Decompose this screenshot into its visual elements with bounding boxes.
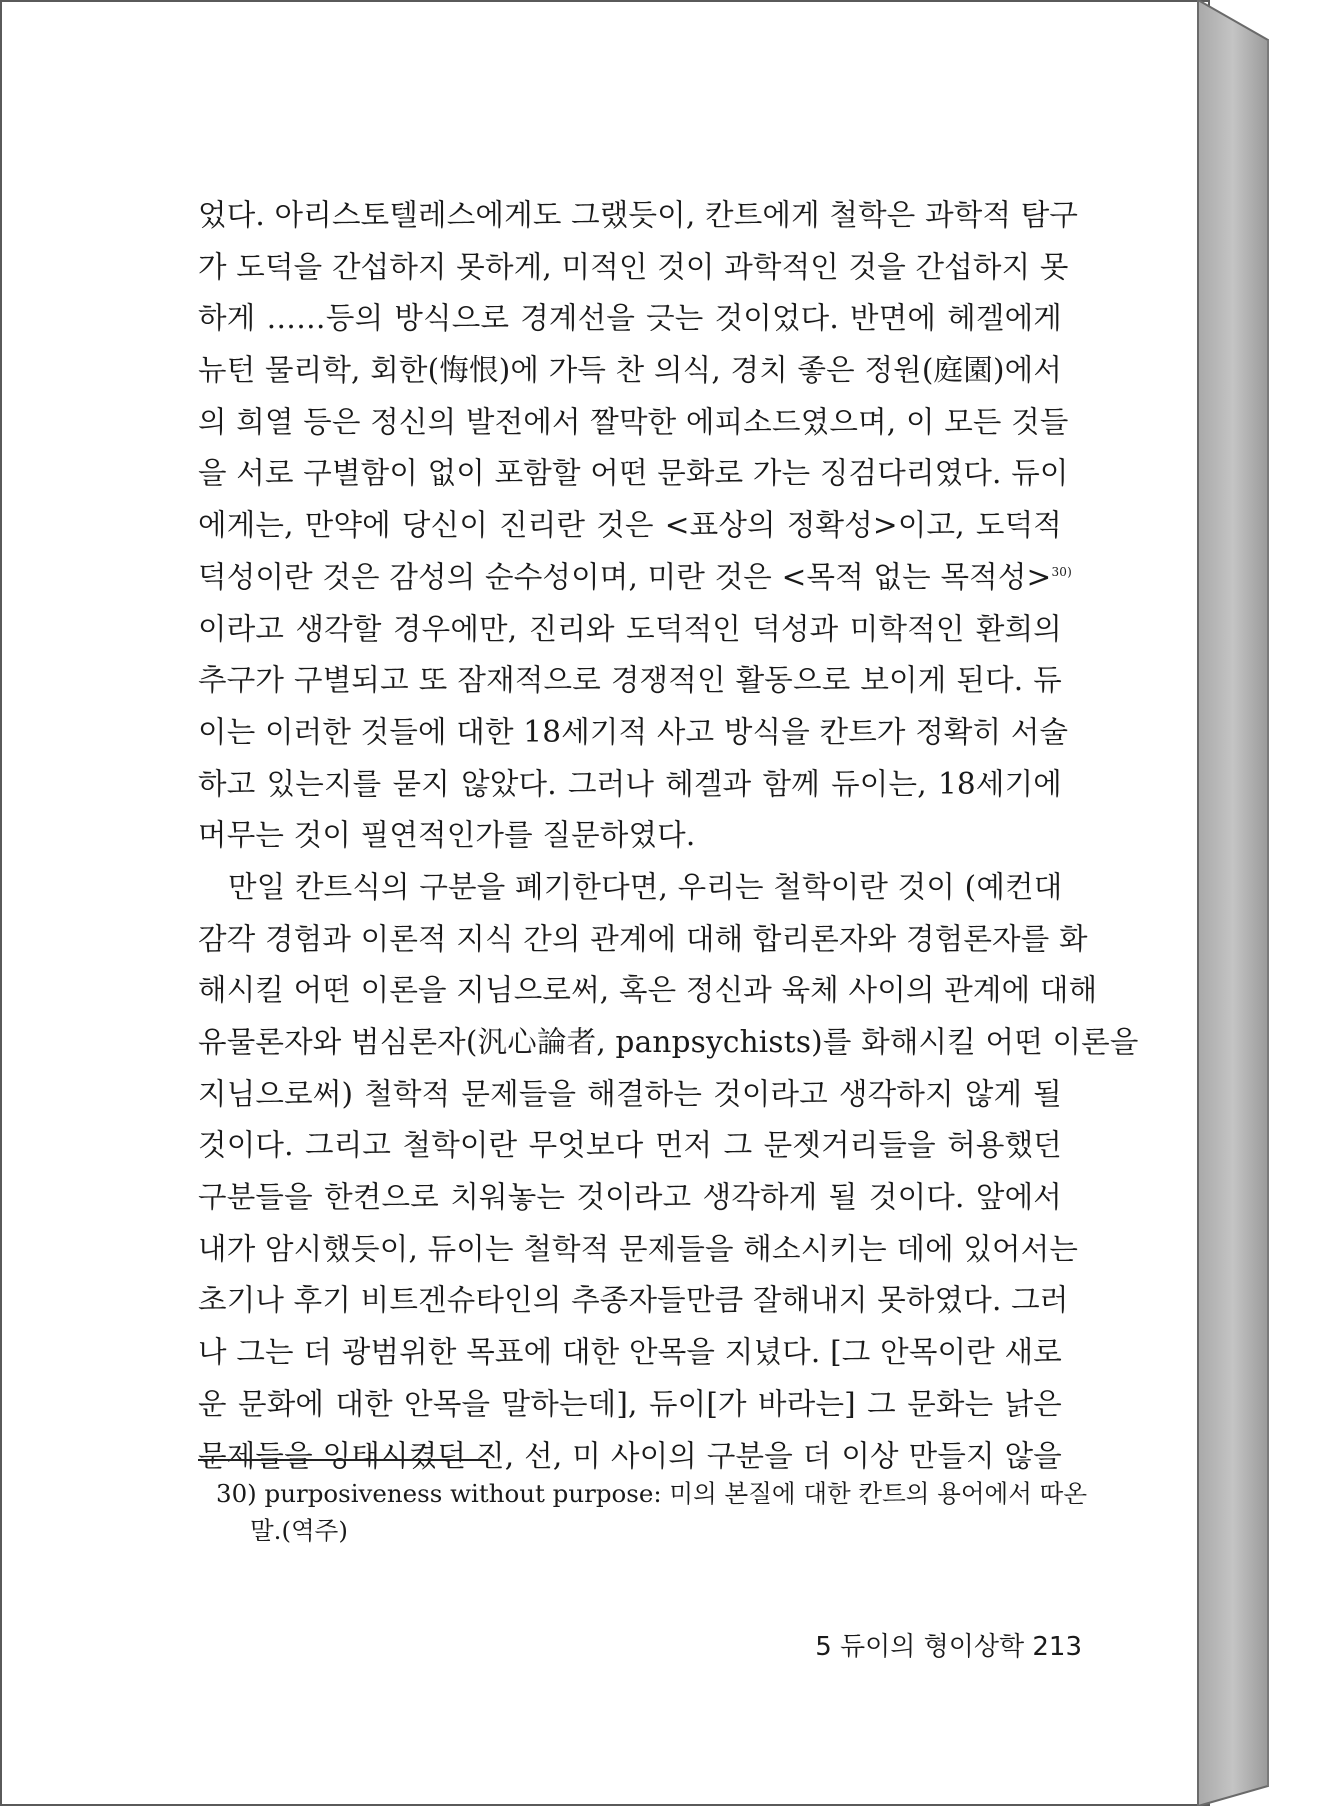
book-spine-edge [1198,0,1278,1806]
text-line-9: 이라고 생각할 경우에만, 진리와 도덕적인 덕성과 미학적인 환희의 [198,611,1062,646]
text-line-18: 지님으로써) 철학적 문제들을 해결하는 것이라고 생각하지 않게 될 [198,1076,1062,1111]
text-line-21: 내가 암시했듯이, 듀이는 철학적 문제들을 해소시키는 데에 있어서는 [198,1231,1079,1266]
text-line-8 [198,552,1073,604]
text-line-24: 운 문화에 대한 안목을 말하는데], 듀이[가 바라는] 그 문화는 낡은 [198,1386,1062,1421]
text-line-12: 하고 있는지를 묻지 않았다. 그러나 헤겔과 함께 듀이는, 18세기에 [198,766,1062,801]
text-line-23: 나 그는 더 광범위한 목표에 대한 안목을 지녔다. [그 안목이란 새로 [198,1335,1062,1370]
footnote-line-1: 30) purposiveness without purpose: 미의 본질에 대한 칸트의 용어에서 따온 [216,1479,1088,1508]
text-line-3: 하게 ……등의 방식으로 경계선을 긋는 것이었다. 반면에 헤겔에게 [198,301,1062,336]
text-line-22: 초기나 후기 비트겐슈타인의 추종자들만큼 잘해내지 못하였다. 그러 [198,1283,1069,1318]
footnote [216,1475,1088,1549]
text-line-16: 해시킬 어떤 이론을 지님으로써, 혹은 정신과 육체 사이의 관계에 대해 [198,973,1098,1008]
text-line-4: 뉴턴 물리학, 회한(悔恨)에 가득 찬 의식, 경치 좋은 정원(庭園)에서 [198,353,1063,388]
text-line-5: 의 희열 등은 정신의 발전에서 짤막한 에피소드였으며, 이 모든 것들 [198,404,1069,439]
footnote-line-2: 말.(역주) [250,1516,348,1545]
text-line-15: 감각 경험과 이론적 지식 간의 관계에 대해 합리론자와 경험론자를 화 [198,921,1088,956]
text-line-1: 었다. 아리스토텔레스에게도 그랬듯이, 칸트에게 철학은 과학적 탐구 [198,198,1079,232]
text-line-20: 구분들을 한켠으로 치워놓는 것이라고 생각하게 될 것이다. 앞에서 [198,1180,1062,1215]
text-line-10: 추구가 구별되고 또 잠재적으로 경쟁적인 활동으로 보이게 된다. 듀 [198,663,1062,698]
body-text [198,190,1139,1482]
text-line-11: 이는 이러한 것들에 대한 18세기적 사고 방식을 칸트가 정확히 서술 [198,714,1069,749]
footnote-reference: 30) [1051,564,1073,579]
page-footer: 5 듀이의 형이상학 213 [815,1632,1082,1662]
text-line-25: 문제들을 잉태시켰던 진, 선, 미 사이의 구분을 더 이상 만들지 않을 [198,1438,1062,1473]
text-line-8-body: 덕성이란 것은 감성의 순수성이며, 미란 것은 <목적 없는 목적성> [198,559,1052,594]
text-line-2: 가 도덕을 간섭하지 못하게, 미적인 것이 과학적인 것을 간섭하지 못 [198,249,1069,284]
text-line-7: 에게는, 만약에 당신이 진리란 것은 <표상의 정확성>이고, 도덕적 [198,508,1062,543]
footnote-divider [198,1459,488,1461]
text-line-6: 을 서로 구별함이 없이 포함할 어떤 문화로 가는 징검다리였다. 듀이 [198,456,1069,491]
text-line-17: 유물론자와 범심론자(汎心論者, panpsychists)를 화해시킬 어떤 이론을 [198,1025,1139,1059]
text-line-19: 것이다. 그리고 철학이란 무엇보다 먼저 그 문젯거리들을 허용했던 [198,1128,1062,1163]
text-line-13: 머무는 것이 필연적인가를 질문하였다. [198,818,696,853]
text-line-14-indent: 만일 칸트식의 구분을 폐기한다면, 우리는 철학이란 것이 (예컨대 [228,869,1063,904]
